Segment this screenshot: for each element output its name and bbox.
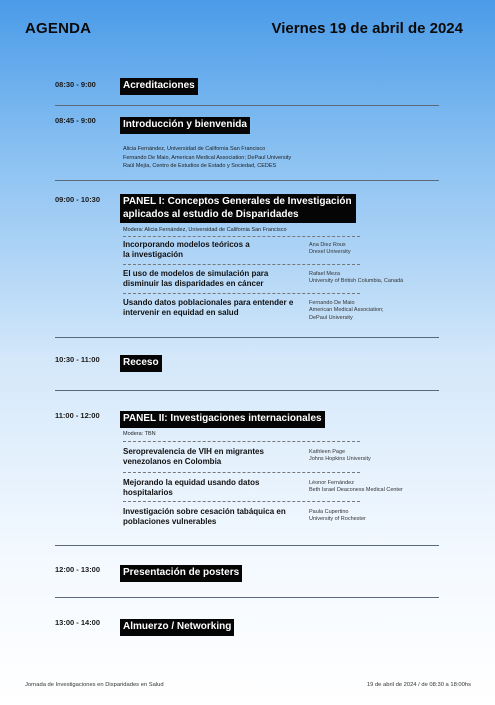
moderator: Modera: Alicia Fernández, Universidad de California San Francisco xyxy=(123,227,287,233)
speaker: Rafael Meza University of British Columbia, Canadá xyxy=(309,271,404,285)
session-time: 12:00 - 13:00 xyxy=(55,565,101,574)
session-time: 13:00 - 14:00 xyxy=(55,618,101,627)
participant: Raúl Mejía, Centro de Estudios de Estado y Sociedad, CEDES xyxy=(123,163,277,169)
session-title: PANEL II: Investigaciones internacionales xyxy=(120,411,325,428)
dashed-rule xyxy=(123,441,360,442)
speaker: Léonor Fernández Beth Israel Deaconess Medical Center xyxy=(309,480,403,494)
agenda-heading: AGENDA xyxy=(25,20,92,37)
talk-title: Seroprevalencia de VIH en migrantes venezolanos en Colombia xyxy=(123,447,264,466)
dashed-rule xyxy=(123,293,360,294)
date-heading: Viernes 19 de abril de 2024 xyxy=(271,20,463,37)
session-title: Introducción y bienvenida xyxy=(120,117,250,134)
session-title: Presentación de posters xyxy=(120,565,242,582)
dashed-rule xyxy=(123,264,360,265)
footer-event-name: Jornada de Investigaciones en Disparidades en Salud xyxy=(25,682,164,688)
session-time: 08:45 - 9:00 xyxy=(55,116,96,125)
dashed-rule xyxy=(123,472,360,473)
divider xyxy=(55,597,439,598)
talk-title: El uso de modelos de simulación para disminuir las disparidades en cáncer xyxy=(123,269,269,288)
divider xyxy=(55,545,439,546)
session-time: 10:30 - 11:00 xyxy=(55,355,100,364)
session-title: PANEL I: Conceptos Generales de Investigación aplicados al estudio de Disparidades xyxy=(120,194,356,223)
footer-date: 19 de abril de 2024 / de 08:30 a 18:00hs xyxy=(366,682,471,688)
session-title: Almuerzo / Networking xyxy=(120,619,234,636)
participant: Fernando De Maio, American Medical Association; DePaul University xyxy=(123,155,292,161)
divider xyxy=(55,337,439,338)
divider xyxy=(55,105,439,106)
divider xyxy=(55,390,439,391)
session-time: 09:00 - 10:30 xyxy=(55,195,101,204)
participant: Alicia Fernández, Universidad de California San Francisco xyxy=(123,146,266,152)
divider xyxy=(55,180,439,181)
talk-title: Incorporando modelos teóricos a la investigación xyxy=(123,240,250,259)
speaker: Paula Cupertino University of Rochester xyxy=(309,509,366,523)
dashed-rule xyxy=(123,501,360,502)
moderator: Modera: TBN xyxy=(123,431,156,437)
session-title: Acreditaciones xyxy=(120,78,198,95)
speaker: Kathleen Page Johns Hopkins University xyxy=(309,449,371,463)
session-time: 08:30 - 9:00 xyxy=(55,80,96,89)
session-title: Receso xyxy=(120,355,162,372)
speaker: Ana Diez Roux Drexel University xyxy=(309,242,351,256)
talk-title: Usando datos poblacionales para entender e intervenir en equidad en salud xyxy=(123,298,294,317)
speaker: Fernando De Maio American Medical Association; DePaul University xyxy=(309,300,384,321)
talk-title: Mejorando la equidad usando datos hospitalarios xyxy=(123,478,260,497)
talk-title: Investigación sobre cesación tabáquica en poblaciones vulnerables xyxy=(123,507,286,526)
session-time: 11:00 - 12:00 xyxy=(55,411,100,420)
dashed-rule xyxy=(123,236,360,237)
